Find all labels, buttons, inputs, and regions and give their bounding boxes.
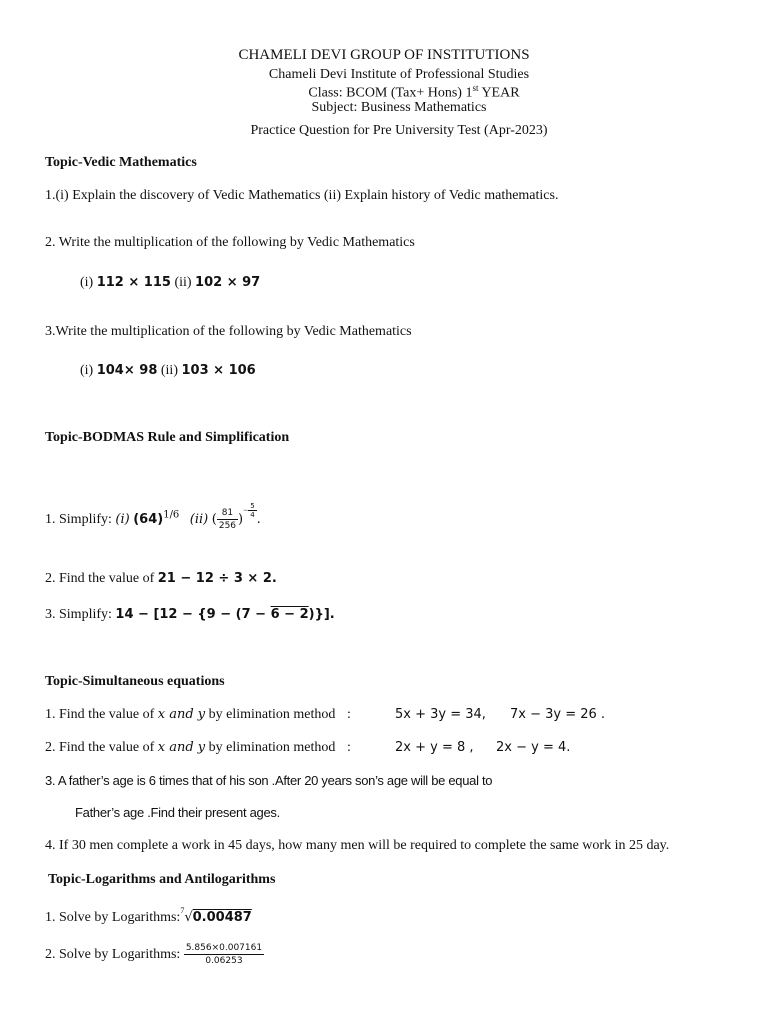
- class-text: Class: BCOM (Tax+ Hons) 1: [308, 85, 473, 101]
- math-base: (64): [133, 512, 164, 527]
- equation-1: 2x + y = 8 ,: [395, 740, 474, 755]
- part-label: (i): [115, 512, 130, 527]
- colon: :: [347, 740, 351, 755]
- logarithms-question-2: [45, 938, 264, 972]
- class-year: YEAR: [478, 85, 520, 101]
- vedic-question-3-parts: [80, 363, 256, 379]
- bodmas-question-1: [45, 496, 261, 532]
- bodmas-question-3: [45, 607, 335, 623]
- vedic-question-2-parts: [80, 275, 260, 291]
- math-expression: [115, 607, 334, 622]
- vinculum-expression: 6 − 2: [270, 607, 309, 622]
- fraction-exponent: [243, 502, 257, 520]
- equation-1: 5x + 3y = 34,: [395, 707, 486, 722]
- question-label: 1. Solve by Logarithms:: [45, 910, 181, 925]
- simultaneous-question-2: [45, 740, 335, 756]
- simultaneous-question-4: 4. If 30 men complete a work in 45 days, how many men will be required to complete the same work in 25 day.: [45, 838, 670, 853]
- part-label: (i): [80, 363, 94, 378]
- math-expression: 103 × 106: [181, 363, 256, 378]
- variables: x and y: [157, 707, 206, 722]
- question-label: 2. Find the value of: [45, 740, 155, 755]
- part-label: (i): [80, 275, 94, 290]
- math-exponent: 1/6: [163, 509, 180, 521]
- variables: x and y: [157, 740, 206, 755]
- class-superscript: st: [472, 83, 479, 93]
- part-label: (ii): [174, 275, 192, 290]
- math-expression: 112 × 115: [96, 275, 171, 290]
- simultaneous-question-3-line-2: Father’s age .Find their present ages.: [75, 805, 280, 820]
- institution-title: CHAMELI DEVI GROUP OF INSTITUTIONS: [238, 47, 530, 63]
- expression-part: )}].: [308, 607, 335, 622]
- question-label: 1. Find the value of: [45, 707, 155, 722]
- question-label: 2. Find the value of: [45, 571, 155, 586]
- colon: :: [347, 707, 351, 722]
- exponent-numerator: 5: [250, 502, 255, 511]
- method-text: by elimination method: [208, 740, 336, 755]
- math-expression: 102 × 97: [195, 275, 261, 290]
- topic-logarithms-heading: Topic-Logarithms and Antilogarithms: [48, 872, 276, 887]
- fraction-numerator: 81: [217, 507, 238, 520]
- radicand: 0.00487: [192, 910, 252, 925]
- math-expression: 104× 98: [96, 363, 158, 378]
- vedic-question-1: 1.(i) Explain the discovery of Vedic Mathematics (ii) Explain history of Vedic mathematics.: [45, 188, 559, 203]
- close-paren: ): [238, 512, 244, 527]
- part-label: (ii): [160, 363, 178, 378]
- equation-2: 7x − 3y = 26 .: [510, 707, 606, 722]
- fraction-numerator: 5.856×0.007161: [185, 943, 263, 954]
- vedic-question-2: 2. Write the multiplication of the following by Vedic Mathematics: [45, 235, 415, 250]
- class-line: [30, 83, 768, 102]
- test-title: Practice Question for Pre University Test (Apr-2023): [250, 123, 548, 138]
- fraction: [184, 942, 264, 967]
- topic-vedic-heading: Topic-Vedic Mathematics: [45, 155, 197, 170]
- logarithms-question-1: [45, 906, 252, 926]
- exponent-denominator: 4: [250, 511, 255, 520]
- exponent-fraction: [248, 502, 256, 519]
- period: .: [256, 512, 261, 527]
- equation-2: 2x − y = 4.: [496, 740, 571, 755]
- fraction-denominator: 0.06253: [205, 956, 243, 967]
- simultaneous-question-3-line-1: 3. A father’s age is 6 times that of his son .After 20 years son’s age will be equal to: [45, 773, 493, 788]
- question-label: 3. Simplify:: [45, 607, 112, 622]
- topic-simultaneous-heading: Topic-Simultaneous equations: [45, 674, 225, 689]
- exponent-sign: −: [243, 505, 249, 515]
- method-text: by elimination method: [208, 707, 336, 722]
- fraction-denominator: 256: [218, 521, 237, 532]
- root-index: 7: [180, 906, 185, 915]
- simultaneous-question-1: [45, 707, 335, 723]
- institute-name: Chameli Devi Institute of Professional Studies: [268, 67, 530, 82]
- fraction: [217, 507, 238, 532]
- vedic-question-3: 3.Write the multiplication of the following by Vedic Mathematics: [45, 324, 412, 339]
- question-label: 1. Simplify:: [45, 512, 112, 527]
- subject-line: Subject: Business Mathematics: [311, 100, 487, 115]
- expression-part: 14 − [12 − {9 − (7 −: [115, 607, 271, 622]
- math-expression: 21 − 12 ÷ 3 × 2.: [157, 571, 277, 586]
- open-paren: (: [211, 512, 217, 527]
- topic-bodmas-heading: Topic-BODMAS Rule and Simplification: [45, 430, 290, 445]
- radical-sign: √: [184, 910, 193, 925]
- question-label: 2. Solve by Logarithms:: [45, 947, 181, 962]
- bodmas-question-2: [45, 571, 277, 587]
- part-label: (ii): [189, 512, 209, 527]
